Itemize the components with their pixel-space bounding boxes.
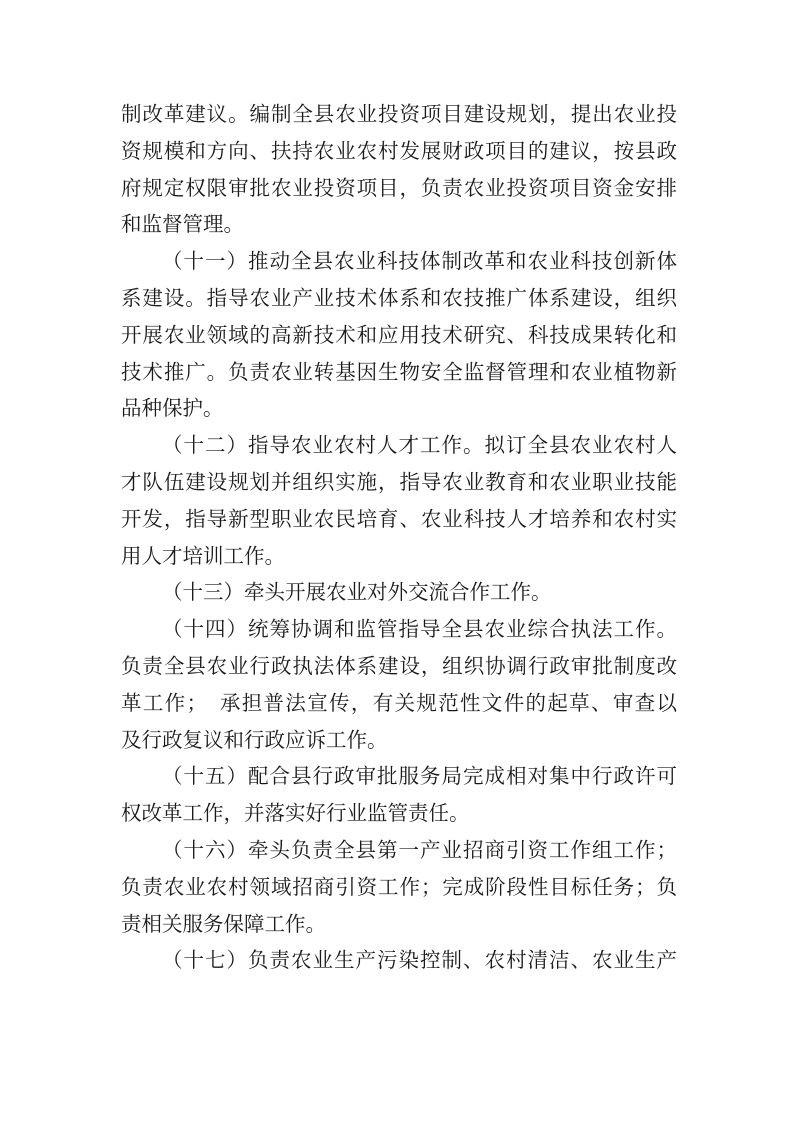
text-line: 才队伍建设规划并组织实施，指导农业教育和农业职业技能	[121, 469, 677, 494]
text-line: 技术推广。负责农业转基因生物安全监督管理和农业植物新	[121, 359, 677, 384]
text-line: 和监督管理。	[121, 212, 244, 237]
text-line: 负责全县农业行政执法体系建设，组织协调行政审批制度改	[121, 653, 677, 678]
text-line: 权改革工作，并落实好行业监管责任。	[121, 801, 470, 826]
text-line: 品种保护。	[121, 396, 224, 421]
text-line: 制改革建议。编制全县农业投资项目建设规划，提出农业投	[121, 102, 677, 126]
text-line: （十二）指导农业农村人才工作。拟订全县农业农村人	[162, 433, 677, 458]
text-line: 用人才培训工作。	[121, 543, 285, 568]
text-line: （十七）负责农业生产污染控制、农村清洁、农业生产	[162, 948, 677, 973]
text-line: 开展农业领域的高新技术和应用技术研究、科技成果转化和	[121, 322, 677, 347]
text-line: （十三）牵头开展农业对外交流合作工作。	[162, 580, 552, 605]
text-line: （十四）统筹协调和监管指导全县农业综合执法工作。	[162, 617, 677, 642]
text-line: 资规模和方向、扶持农业农村发展财政项目的建议，按县政	[121, 138, 677, 163]
text-line: （十六）牵头负责全县第一产业招商引资工作组工作；	[162, 837, 677, 862]
text-line: （十五）配合县行政审批服务局完成相对集中行政许可	[162, 764, 677, 789]
text-line: 府规定权限审批农业投资项目，负责农业投资项目资金安排	[121, 175, 677, 200]
text-line: 系建设。指导农业产业技术体系和农技推广体系建设，组织	[121, 285, 677, 310]
text-line: 责相关服务保障工作。	[121, 911, 326, 936]
text-line: 革工作； 承担普法宣传，有关规范性文件的起草、审查以	[121, 690, 677, 715]
text-line: 开发，指导新型职业农民培育、农业科技人才培养和农村实	[121, 506, 677, 531]
text-line: （十一）推动全县农业科技体制改革和农业科技创新体	[162, 249, 677, 274]
text-line: 及行政复议和行政应诉工作。	[121, 727, 388, 752]
text-line: 负责农业农村领域招商引资工作；完成阶段性目标任务；负	[121, 874, 677, 899]
document-body	[121, 96, 677, 979]
